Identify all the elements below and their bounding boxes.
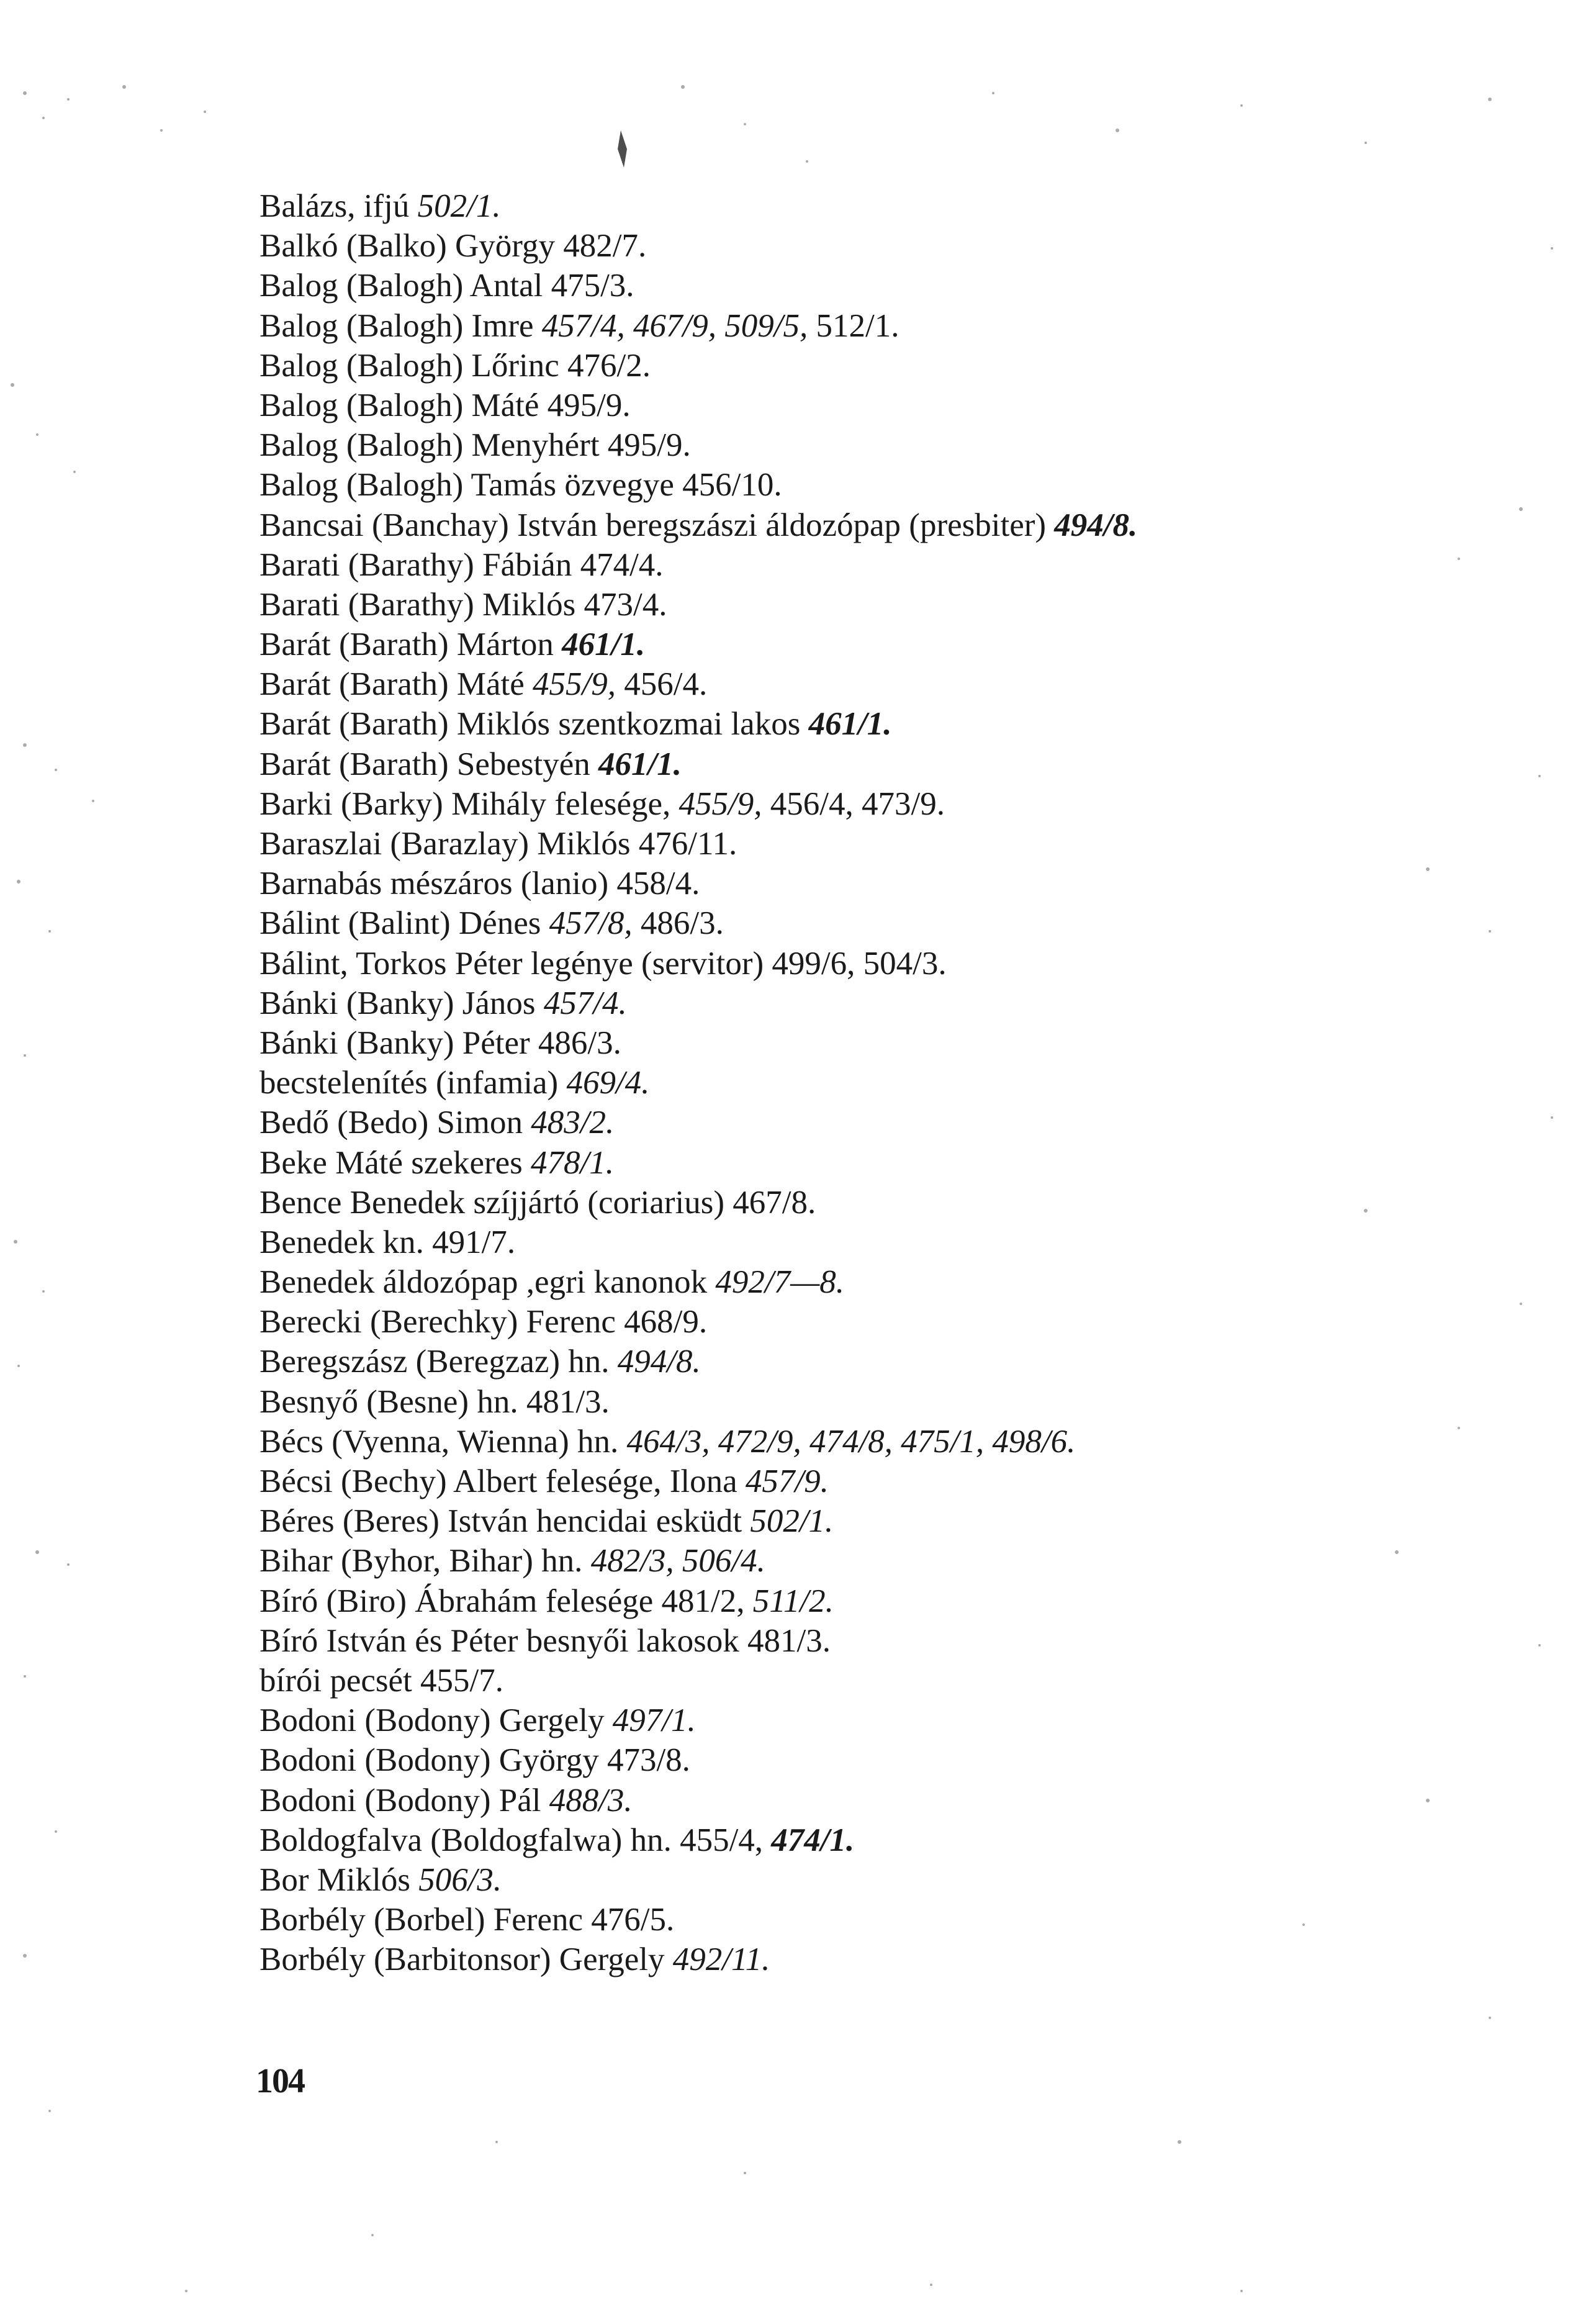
entry-text: Besnyő (Besne) hn. 481/3. [259,1383,610,1420]
index-entry [259,425,1563,465]
index-entry [259,704,1563,744]
index-entry [259,1501,1563,1541]
index-entry [259,545,1563,585]
entry-text: Bodoni (Bodony) György 473/8. [259,1742,690,1779]
page-reference: 511/2. [752,1583,834,1619]
entry-text: 512/1. [808,307,899,344]
page-reference: 502/1. [750,1503,834,1540]
index-entry [259,1302,1563,1342]
entry-text: Bancsai (Banchay) István beregszászi áldozópap (presbiter) [259,507,1055,543]
page-reference: 461/1. [598,746,682,782]
entry-text: Balog (Balogh) Lőrinc 476/2. [259,347,651,384]
index-entry [259,346,1563,386]
index-entry [259,784,1563,824]
entry-text: Barati (Barathy) Miklós 473/4. [259,586,667,623]
entry-text: Boldogfalva (Boldogfalwa) hn. 455/4, [259,1822,772,1858]
index-entry [259,386,1563,425]
page-reference: 494/8. [617,1344,701,1380]
index-entry [259,226,1563,266]
entry-text: Barati (Barathy) Fábián 474/4. [259,546,664,583]
entry-text: Bodoni (Bodony) Pál [259,1782,549,1819]
page-reference: 457/4, 467/9, 509/5, [541,307,808,344]
page-reference: 502/1. [417,188,501,224]
entry-text: Balázs, ifjú [259,188,418,224]
page-reference: 482/3, 506/4. [590,1543,765,1579]
page-reference: 506/3. [418,1861,502,1898]
entry-text: Bodoni (Bodony) Gergely [259,1702,613,1739]
index-entry [259,1103,1563,1142]
index-entry [259,1661,1563,1701]
index-entry [259,1740,1563,1780]
page-reference: 492/11. [672,1941,770,1978]
index-entry [259,824,1563,864]
entry-text: becstelenítés (infamia) [259,1065,567,1101]
index-entries [259,186,1563,1979]
entry-text: Bécsi (Bechy) Albert felesége, Ilona [259,1463,746,1499]
entry-text: Barki (Barky) Mihály felesége, [259,785,679,822]
entry-text: Balog (Balogh) Menyhért 495/9. [259,427,691,464]
page-reference: 483/2. [531,1105,615,1141]
page-reference: 455/9, [679,785,762,822]
entry-text: Bor Miklós [259,1861,419,1898]
index-entry [259,664,1563,704]
index-entry [259,1940,1563,1979]
entry-text: bírói pecsét 455/7. [259,1662,503,1699]
index-entry [259,1462,1563,1501]
index-entry [259,1820,1563,1860]
page-reference: 455/9, [533,666,616,703]
index-entry [259,1900,1563,1940]
index-entry [259,1262,1563,1302]
page-reference: 478/1. [531,1144,615,1181]
page-reference: 464/3, 472/9, 474/8, 475/1, 498/6. [626,1423,1076,1460]
index-entry [259,1023,1563,1063]
index-entry [259,1342,1563,1381]
index-entry [259,1541,1563,1581]
index-entry [259,903,1563,943]
entry-text: Bécs (Vyenna, Wienna) hn. [259,1423,627,1460]
entry-text: Bíró (Biro) Ábrahám felesége 481/2, [259,1583,753,1619]
index-entry [259,266,1563,305]
entry-text: Bence Benedek szíjjártó (coriarius) 467/8. [259,1184,816,1221]
index-entry [259,186,1563,226]
page-reference: 488/3. [549,1782,633,1819]
index-entry [259,1621,1563,1661]
entry-text: Bedő (Bedo) Simon [259,1105,531,1141]
entry-text: Borbély (Borbel) Ferenc 476/5. [259,1902,675,1938]
index-entry [259,1860,1563,1900]
page-reference: 457/9. [745,1463,829,1499]
entry-text: Bánki (Banky) János [259,985,544,1021]
index-entry [259,1222,1563,1262]
entry-text: Bánki (Banky) Péter 486/3. [259,1024,621,1061]
page-reference: 461/1. [808,706,892,743]
entry-text: 486/3. [632,905,724,942]
entry-text: Béres (Beres) István hencidai esküdt [259,1503,751,1540]
entry-text: Balog (Balogh) Tamás özvegye 456/10. [259,467,782,504]
index-entry [259,585,1563,625]
page-reference: 461/1. [562,626,646,663]
entry-text: Baraszlai (Barazlay) Miklós 476/11. [259,826,737,862]
index-entry [259,744,1563,784]
entry-text: Barát (Barath) Márton [259,626,562,663]
entry-text: Beke Máté szekeres [259,1144,531,1181]
entry-text: Benedek áldozópap ,egri kanonok [259,1264,716,1301]
index-entry [259,625,1563,664]
index-entry [259,306,1563,346]
page-reference: 474/1. [771,1822,855,1858]
page-number: 104 [256,2062,304,2100]
entry-text: Beregszász (Beregzaz) hn. [259,1344,618,1380]
entry-text: Balog (Balogh) Imre [259,307,542,344]
page-reference: 457/4. [543,985,627,1021]
index-entry [259,1422,1563,1462]
entry-text: Benedek kn. 491/7. [259,1224,516,1260]
entry-text: Bálint, Torkos Péter legénye (servitor) 499/6, 504/3. [259,945,947,982]
entry-text: 456/4, 473/9. [762,785,945,822]
index-entry [259,983,1563,1023]
index-entry [259,505,1563,545]
entry-text: Bihar (Byhor, Bihar) hn. [259,1543,591,1579]
entry-text: Borbély (Barbitonsor) Gergely [259,1941,673,1978]
index-entry [259,864,1563,903]
entry-text: Bíró István és Péter besnyői lakosok 481/3. [259,1622,831,1659]
page-reference: 492/7—8. [715,1264,845,1301]
entry-text: Barát (Barath) Máté [259,666,533,703]
page-reference: 497/1. [612,1702,696,1739]
index-entry [259,1581,1563,1621]
page-reference: 457/8, [549,905,633,942]
entry-text: Bálint (Balint) Dénes [259,905,549,942]
entry-text: Barát (Barath) Miklós szentkozmai lakos [259,706,809,743]
entry-text: Balog (Balogh) Máté 495/9. [259,387,631,423]
index-entry [259,1382,1563,1422]
index-entry [259,1143,1563,1183]
entry-text: Barát (Barath) Sebestyén [259,746,598,782]
entry-text: 456/4. [615,666,708,703]
index-entry [259,1063,1563,1103]
entry-text: Balog (Balogh) Antal 475/3. [259,268,634,304]
page-reference: 469/4. [566,1065,650,1101]
index-entry [259,1781,1563,1820]
page-reference: 494/8. [1054,507,1138,543]
entry-text: Barnabás mészáros (lanio) 458/4. [259,865,700,902]
entry-text: Balkó (Balko) György 482/7. [259,228,647,264]
index-entry [259,465,1563,505]
index-entry [259,944,1563,983]
entry-text: Berecki (Berechky) Ferenc 468/9. [259,1304,708,1340]
index-entry [259,1183,1563,1222]
index-entry [259,1701,1563,1740]
